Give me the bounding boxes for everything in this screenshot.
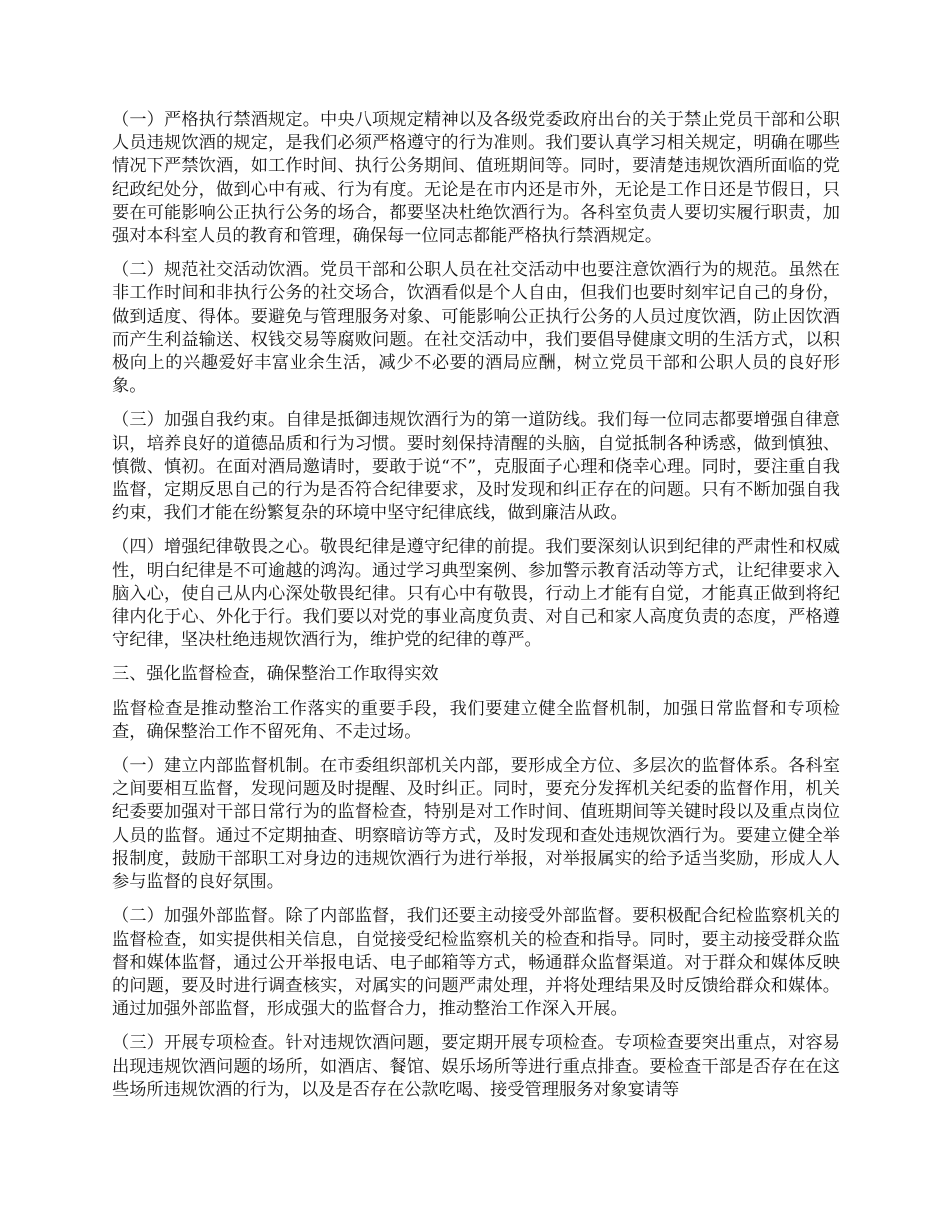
document-body <box>112 109 840 1113</box>
paragraph-social-drinking: （二）规范社交活动饮酒。党员干部和公职人员在社交活动中也要注意饮酒行为的规范。虽然在非工作时间和非执行公务的社交场合，饮酒看似是个人自由，但我们也要时刻牢记自己的身份，做到适度、得体。要避免与管理服务对象、可能影响公正执行公务的人员过度饮酒，防止因饮酒而产生利益输送、权钱交易等腐败问题。在社交活动中，我们要倡导健康文明的生活方式，以积极向上的兴趣爱好丰富业余生活，减少不必要的酒局应酬，树立党员干部和公职人员的良好形象。 <box>112 260 840 397</box>
paragraph-internal-supervision: （一）建立内部监督机制。在市委组织部机关内部，要形成全方位、多层次的监督体系。各科室之间要相互监督，发现问题及时提醒、及时纠正。同时，要充分发挥机关纪委的监督作用，机关纪委要加强对干部日常行为的监督检查，特别是对工作时间、值班期间等关键时段以及重点岗位人员的监督。通过不定期抽查、明察暗访等方式，及时发现和查处违规饮酒行为。要建立健全举报制度，鼓励干部职工对身边的违规饮酒行为进行举报，对举报属实的给予适当奖励，形成人人参与监督的良好氛围。 <box>112 756 840 893</box>
paragraph-strict-ban: （一）严格执行禁酒规定。中央八项规定精神以及各级党委政府出台的关于禁止党员干部和公职人员违规饮酒的规定，是我们必须严格遵守的行为准则。我们要认真学习相关规定，明确在哪些情况下严禁饮酒，如工作时间、执行公务期间、值班期间等。同时，要清楚违规饮酒所面临的党纪政纪处分，做到心中有戒、行为有度。无论是在市内还是市外，无论是工作日还是节假日，只要在可能影响公正执行公务的场合，都要坚决杜绝饮酒行为。各科室负责人要切实履行职责，加强对本科室人员的教育和管理，确保每一位同志都能严格执行禁酒规定。 <box>112 110 840 247</box>
paragraph-discipline-respect: （四）增强纪律敬畏之心。敬畏纪律是遵守纪律的前提。我们要深刻认识到纪律的严肃性和权威性，明白纪律是不可逾越的鸿沟。通过学习典型案例、参加警示教育活动等方式，让纪律要求入脑入心，使自己从内心深处敬畏纪律。只有心中有敬畏，行动上才能有自觉，才能真正做到将纪律内化于心、外化于行。我们要以对党的事业高度负责、对自己和家人高度负责的态度，严格遵守纪律，坚决杜绝违规饮酒行为，维护党的纪律的尊严。 <box>112 537 840 651</box>
paragraph-external-supervision: （二）加强外部监督。除了内部监督，我们还要主动接受外部监督。要积极配合纪检监察机关的监督检查，如实提供相关信息，自觉接受纪检监察机关的检查和指导。同时，要主动接受群众监督和媒体监督，通过公开举报电话、电子邮箱等方式，畅通群众监督渠道。对于群众和媒体反映的问题，要及时进行调查核实，对属实的问题严肃处理，并将处理结果及时反馈给群众和媒体。通过加强外部监督，形成强大的监督合力，推动整治工作深入开展。 <box>112 906 840 1020</box>
section-heading-supervision: 三、强化监督检查，确保整治工作取得实效 <box>112 664 439 685</box>
paragraph-supervision-intro: 监督检查是推动整治工作落实的重要手段，我们要建立健全监督机制，加强日常监督和专项检查，确保整治工作不留死角、不走过场。 <box>112 698 840 742</box>
paragraph-special-inspection: （三）开展专项检查。针对违规饮酒问题，要定期开展专项检查。专项检查要突出重点，对容易出现违规饮酒问题的场所，如酒店、餐馆、娱乐场所等进行重点排查。要检查干部是否存在在这些场所违规饮酒的行为，以及是否存在公款吃喝、接受管理服务对象宴请等 <box>112 1033 840 1100</box>
paragraph-self-discipline: （三）加强自我约束。自律是抵御违规饮酒行为的第一道防线。我们每一位同志都要增强自律意识，培养良好的道德品质和行为习惯。要时刻保持清醒的头脑，自觉抵制各种诱惑，做到慎独、慎微、慎初。在面对酒局邀请时，要敢于说“不”，克服面子心理和侥幸心理。同时，要注重自我监督，定期反思自己的行为是否符合纪律要求，及时发现和纠正存在的问题。只有不断加强自我约束，我们才能在纷繁复杂的环境中坚守纪律底线，做到廉洁从政。 <box>112 410 840 524</box>
